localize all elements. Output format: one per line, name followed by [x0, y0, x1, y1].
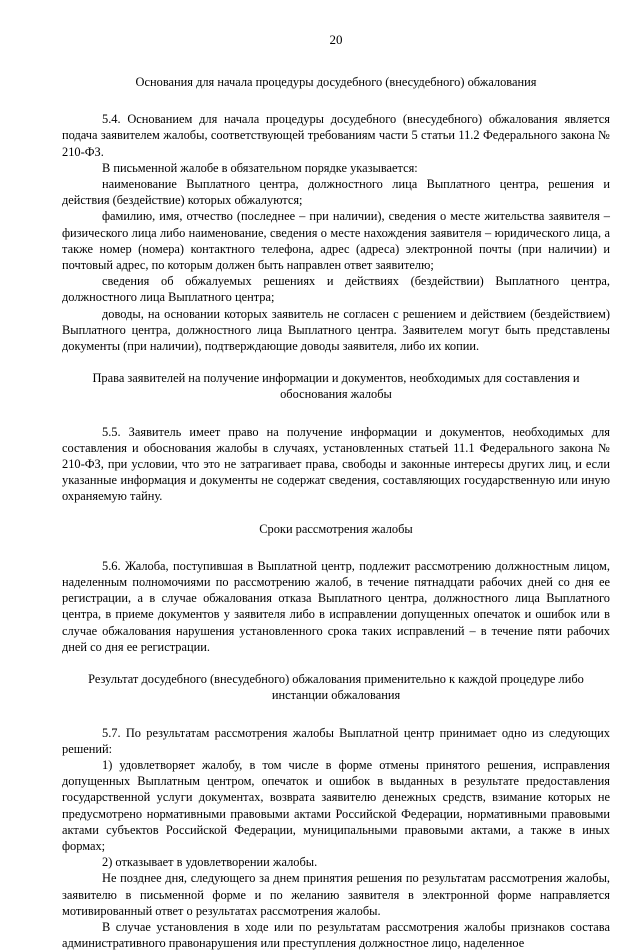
- document-body: [62, 74, 610, 951]
- paragraph: 1) удовлетворяет жалобу, в том числе в форме отмены принятого решения, исправления допущенных Выплатным центром, опечаток и ошибок в выданных в результате предоставления государственной услуги документах, возврата заявителю денежных средств, взимание которых не предусмотрено нормативными правовыми актами Российской Федерации, нормативными правовыми актами субъектов Российской Федерации, муниципальными правовыми актами, а также в иных формах;: [62, 757, 610, 853]
- page-number: 20: [329, 32, 343, 47]
- paragraph: В случае установления в ходе или по результатам рассмотрения жалобы признаков состава административного правонарушения или преступления должностное лицо, наделенное: [62, 919, 610, 951]
- section-heading-grounds: Основания для начала процедуры досудебного (внесудебного) обжалования: [135, 75, 537, 89]
- paragraph: наименование Выплатного центра, должностного лица Выплатного центра, решения и действия (бездействие) которых обжалуются;: [62, 177, 610, 208]
- paragraph: 5.6. Жалоба, поступившая в Выплатной центр, подлежит рассмотрению должностным лицом, наделенным полномочиями по рассмотрению жалоб, в течение пятнадцати рабочих дней со дня ее регистрации, а в случае обжалования отказа Выплатного центра, должностного лица Выплатного центра, в приеме документов у заявителя либо в исправлении допущенных опечаток и ошибок или в случае обжалования нарушения установленного срока таких исправлений – в течение пяти рабочих дней со дня ее регистрации.: [62, 558, 610, 654]
- paragraph: сведения об обжалуемых решениях и действиях (бездействии) Выплатного центра, должностного лица Выплатного центра;: [62, 274, 610, 305]
- paragraph: 5.4. Основанием для начала процедуры досудебного (внесудебного) обжалования является подача заявителем жалобы, соответствующей требованиям части 5 статьи 11.2 Федерального закона № 210-ФЗ.: [62, 112, 610, 159]
- paragraph: В письменной жалобе в обязательном порядке указывается:: [102, 160, 418, 175]
- paragraph: фамилию, имя, отчество (последнее – при наличии), сведения о месте жительства заявителя – физического лица либо наименование, сведения о месте нахождения заявителя – юридического лица, а также номер (номера) контактного телефона, адрес (адреса) электронной почты (при наличии) и почтовый адрес, по которым должен быть направлен ответ заявителю;: [62, 209, 610, 273]
- paragraph: Не позднее дня, следующего за днем принятия решения по результатам рассмотрения жалобы, заявителю в письменной форме и по желанию заявителя в электронной форме направляется мотивированный ответ о результатах рассмотрения жалобы.: [62, 871, 610, 918]
- section-heading-result: Результат досудебного (внесудебного) обжалования применительно к каждой процедуре либо инстанции обжалования: [88, 672, 584, 703]
- paragraph: 5.5. Заявитель имеет право на получение информации и документов, необходимых для составления и обоснования жалобы в случаях, установленных статьей 11.1 Федерального закона № 210-ФЗ, при условии, что это не затрагивает права, свободы и законные интересы других лиц, и если указанные информация и документы не содержат сведения, составляющих государственную или иную охраняемую тайну.: [62, 424, 610, 504]
- paragraph: 2) отказывает в удовлетворении жалобы.: [102, 855, 318, 870]
- section-heading-deadlines: Сроки рассмотрения жалобы: [259, 521, 413, 536]
- section-heading-rights: Права заявителей на получение информации и документов, необходимых для составления и обоснования жалобы: [92, 371, 580, 402]
- paragraph: 5.7. По результатам рассмотрения жалобы Выплатной центр принимает одно из следующих решений:: [62, 725, 610, 756]
- paragraph: доводы, на основании которых заявитель не согласен с решением и действием (бездействием) Выплатного центра, должностного лица Выплатного центра. Заявителем могут быть представлены документы (при наличии), подтверждающие доводы заявителя, либо их копии.: [62, 306, 610, 354]
